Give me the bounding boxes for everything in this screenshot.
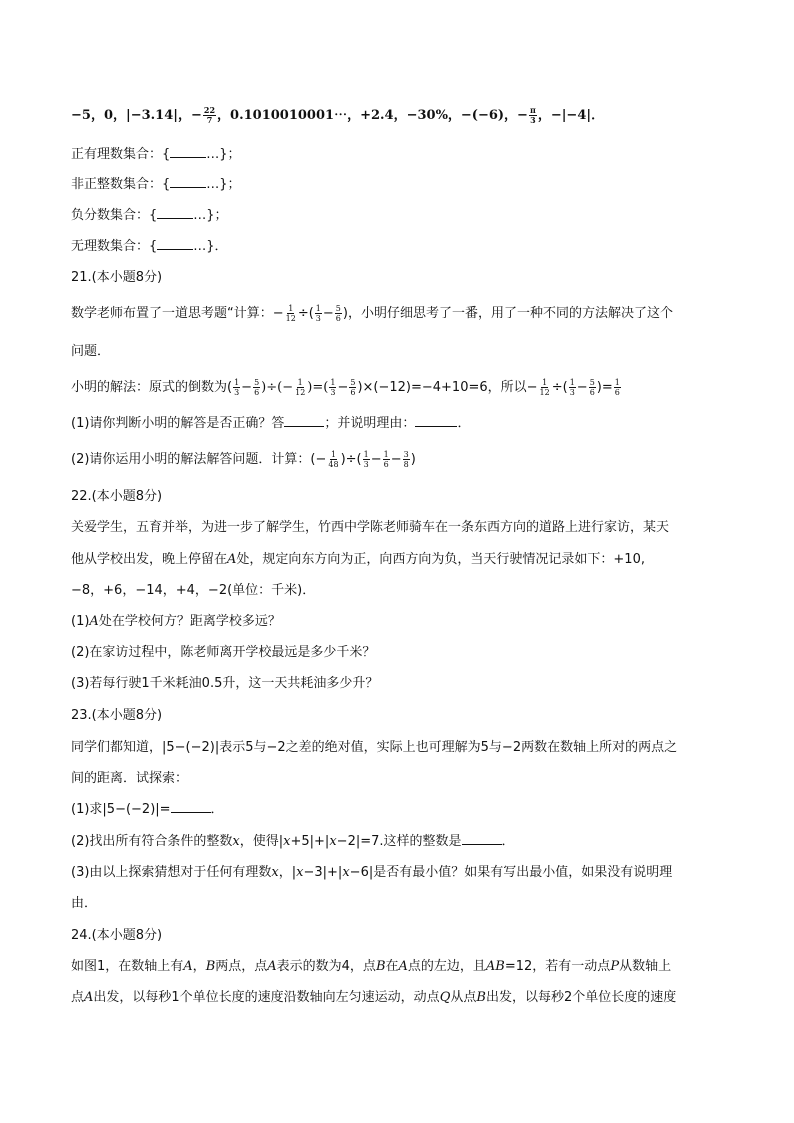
answer-blank [170,145,206,158]
question-21-part-1: (1)请你判断小明的解答是否正确？答 ；并说明理由： ． [71,416,471,431]
answer-blank [157,206,193,219]
set-nonpositive-integer: 非正整数集合：{ …}； [71,177,241,192]
question-23-part-3: (3)由以上探索猜想对于任何有理数x，|x−3|+|x−6|是否有最小值？如果有写出最小值，如果没有说明理 [71,865,673,880]
answer-blank [171,800,211,813]
question-22-para-line-3: −8，+6，−14，+4，−2(单位：千米)． [71,583,316,598]
answer-blank [284,414,324,427]
question-23-part-1: (1)求|5−(−2)|= ． [71,802,224,817]
question-21-solution: 小明的解法：原式的倒数为( $\frac{1}{3}$ − $\frac{5}{6}$ )÷(− $\frac{1}{12}$ )=( $\frac{1}{3}$ − $\frac{5}{6}$ )×(−12)=−4+10=6，所以− $\frac{1}{12}$ ÷( $\frac{1}{3}$ − $\frac{5}{6}$ )= $\frac{1}{6}$ [71,378,620,397]
question-22-part-2: (2)在家访过程中，陈老师离开学校最远是多少千米？ [71,645,376,660]
question-23-part-2: (2)找出所有符合条件的整数x，使得|x+5|+|x−2|=7.这样的整数是 ． [71,834,515,849]
question-22-part-3: (3)若每行驶1千米耗油0.5升，这一天共耗油多少升？ [71,676,379,691]
answer-blank [170,175,206,188]
question-22-para-line-2: 他从学校出发，晚上停留在A处，规定向东方向为正，向西方向为负，当天行驶情况记录如下：+10, [71,552,645,567]
set-positive-rational: 正有理数集合：{ …}； [71,147,241,162]
question-23-heading: 23.(本小题8分) [71,708,163,723]
question-24-heading: 24.(本小题8分) [71,928,163,943]
question-23-part-3-cont: 由． [71,896,98,911]
question-24-line-2: 点A出发，以每秒1个单位长度的速度沿数轴向左匀速运动，动点Q从点B出发，以每秒2个单位长度的速度 [71,990,677,1005]
question-21-part-2: (2)请你运用小明的解法解答问题．计算：(− $\frac{1}{48}$ )÷( $\frac{1}{3}$ − $\frac{1}{6}$ − $\frac{3}{8}$ ) [71,450,416,469]
answer-blank [415,414,457,427]
question-23-para-line-1: 同学们都知道，|5−(−2)|表示5与−2之差的绝对值，实际上也可理解为5与−2两数在数轴上所对的两点之 [71,740,678,755]
question-24-line-1: 如图1，在数轴上有A，B两点，点A表示的数为4，点B在A点的左边，且AB=12，若有一动点P从数轴上 [71,959,672,974]
question-21-heading: 21.(本小题8分) [71,270,163,285]
text: −5，0， [71,108,126,123]
set-negative-fraction: 负分数集合：{ …}； [71,208,228,223]
text: ，− [178,108,202,123]
text: ，−|−4|． [537,108,605,123]
question-22-part-1: (1)A处在学校何方？距离学校多远？ [71,614,281,629]
fraction: $\frac{22}{7}$ [203,105,216,125]
answer-blank [157,237,193,250]
question-22-para-line-1: 关爱学生，五育并举，为进一步了解学生，竹西中学陈老师骑车在一条东西方向的道路上进行家访，某天 [71,520,670,535]
text: |−3.14| [125,108,178,123]
fraction: $\frac{\pi}{3}$ [529,105,536,125]
text: ，0.1010010001⋯，+2.4，−30%，−(−6)，− [217,108,528,123]
set-irrational: 无理数集合：{ …}． [71,239,228,254]
question-21-line-2: 问题． [71,344,111,359]
question-22-heading: 22.(本小题8分) [71,489,163,504]
question-21-line-1: 数学老师布置了一道思考题“计算：− $\frac{1}{12}$ ÷( $\frac{1}{3}$ − $\frac{5}{6}$ )，小明仔细思考了一番，用了一种不同的方法解决了这个 [71,304,673,323]
answer-blank [462,832,502,845]
question-23-para-line-2: 间的距离．试探索： [71,771,189,786]
number-list-line [71,106,731,126]
